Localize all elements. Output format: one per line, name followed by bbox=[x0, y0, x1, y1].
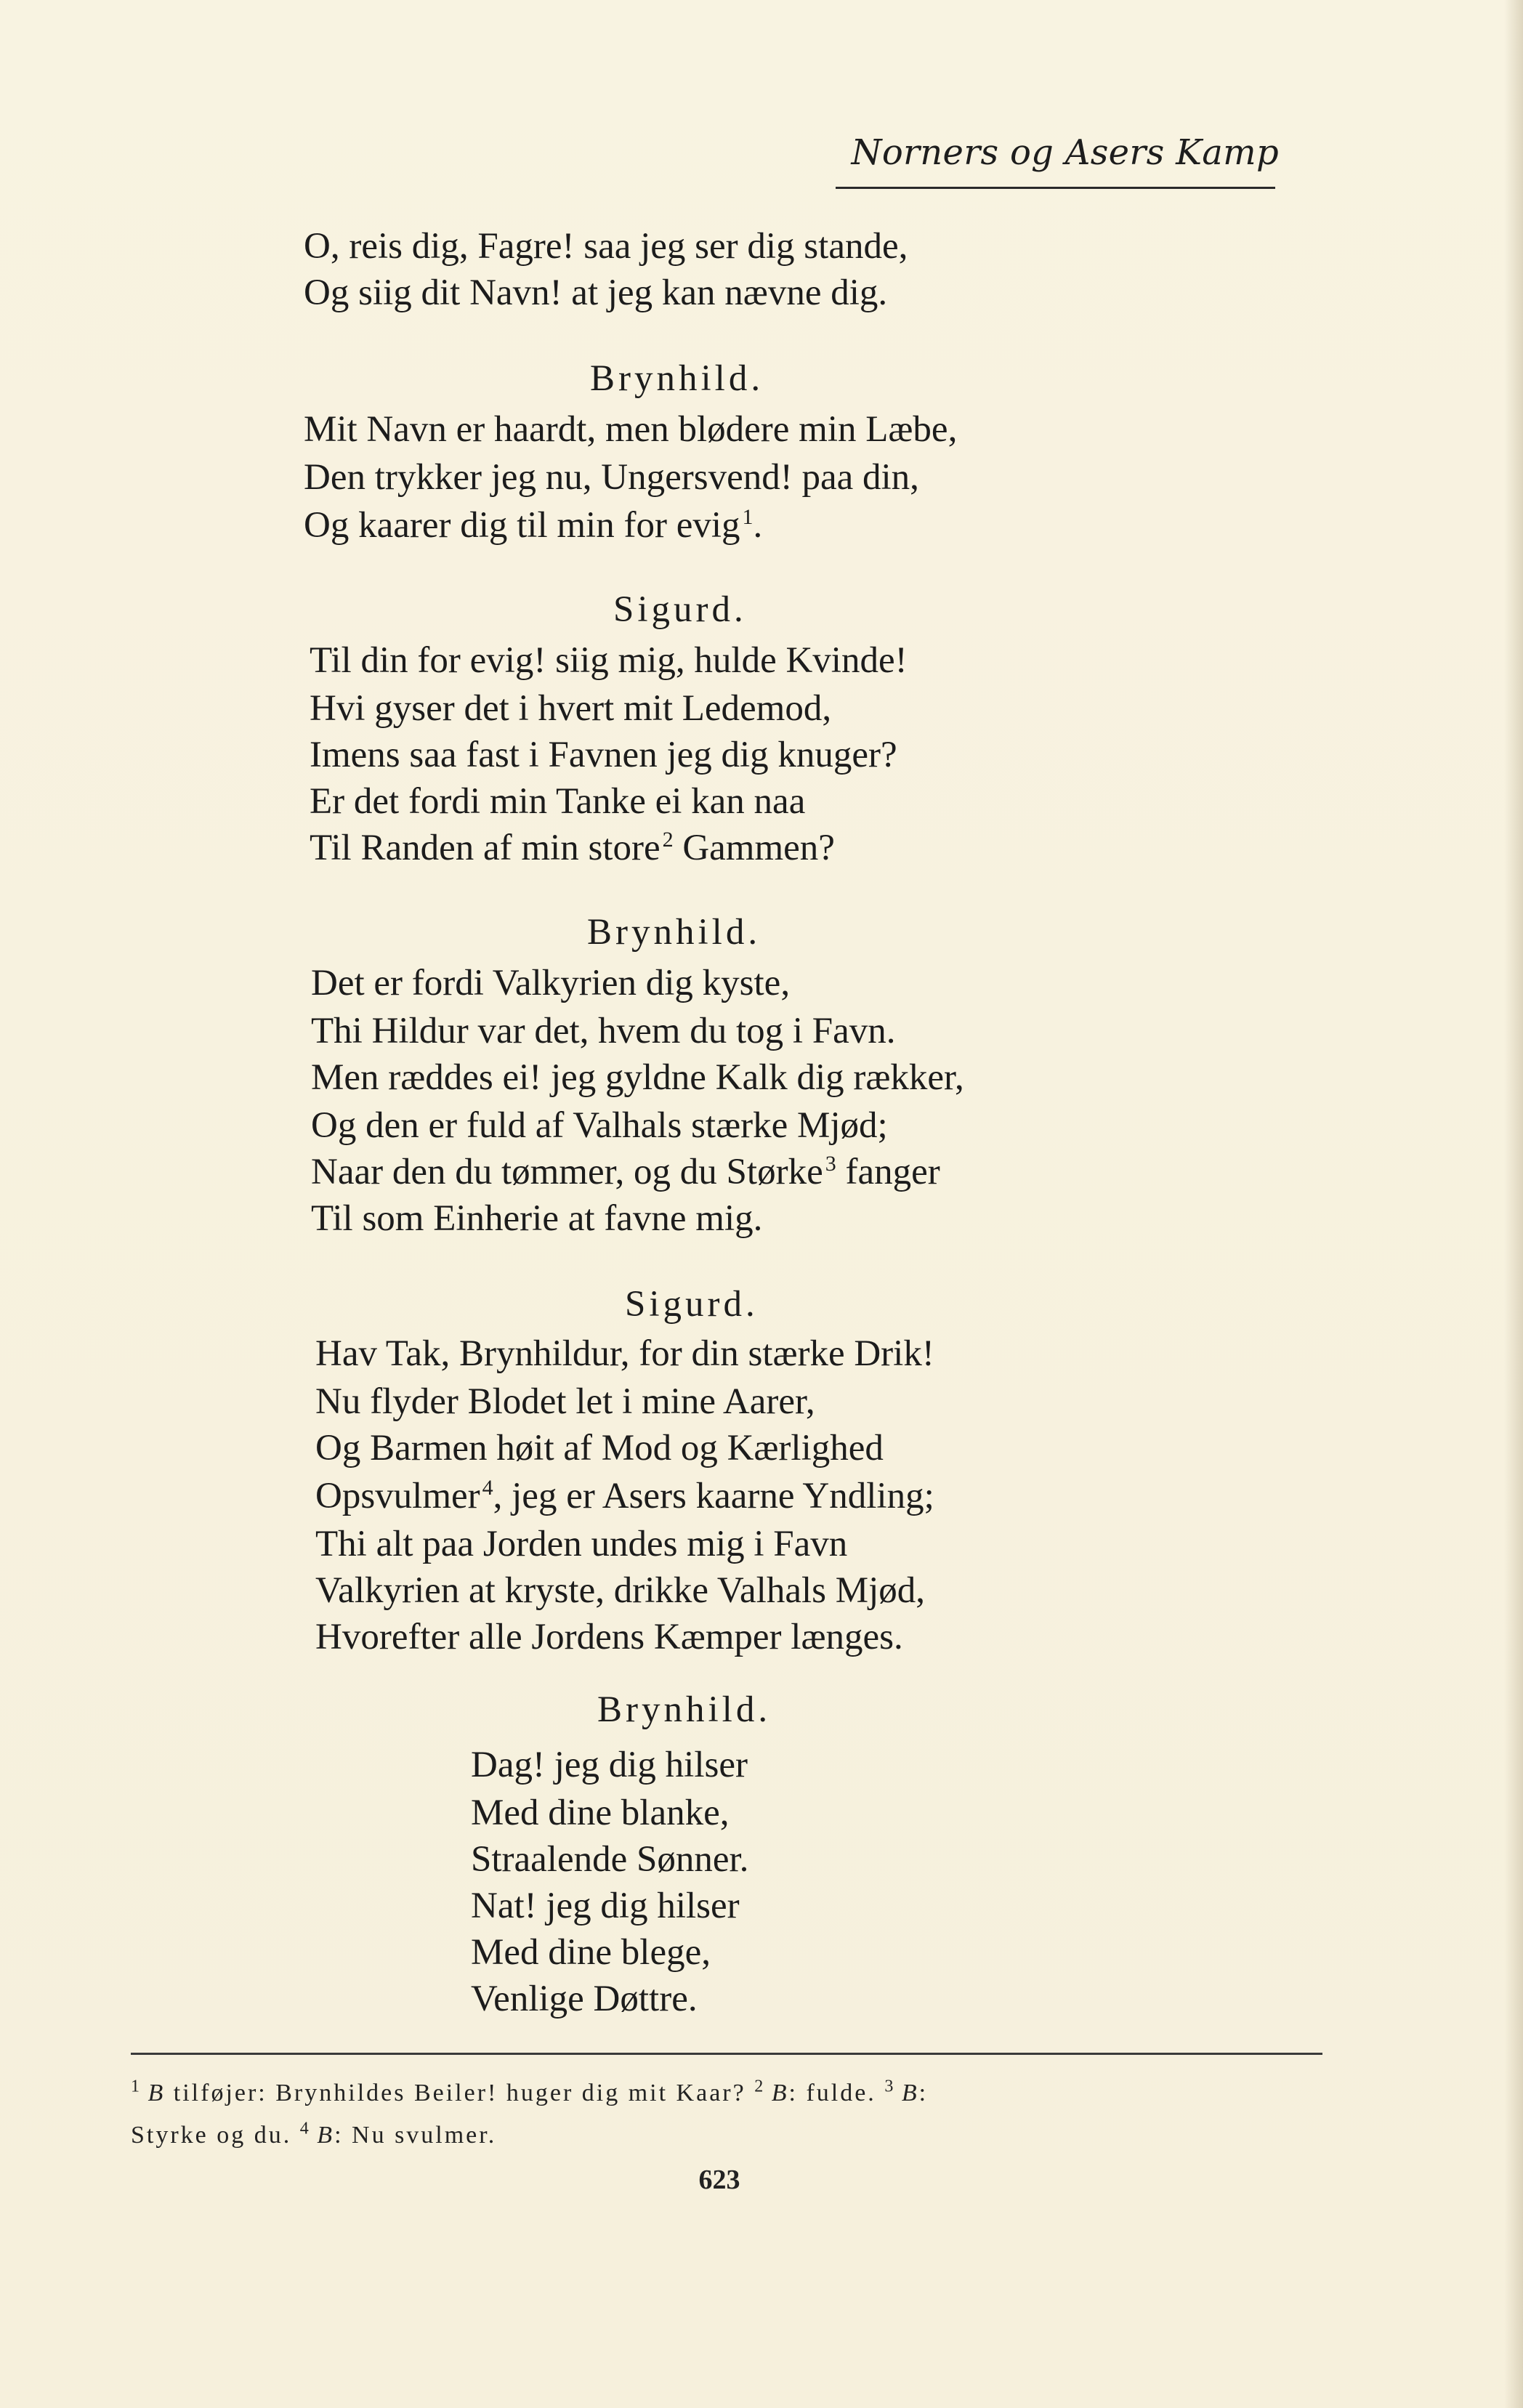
footnote-number: 3 bbox=[884, 2077, 894, 2096]
footnote-line: $^1$ B tilføjer: Brynhildes Beiler! huger dig mit Kaar? $^2$ B: fulde. $^3$ B: bbox=[131, 2077, 929, 2106]
verse-line: O, reis dig, Fagre! saa jeg ser dig stande, bbox=[304, 226, 908, 267]
footnote-rule bbox=[131, 2053, 1322, 2055]
verse-line: Nu flyder Blodet let i mine Aarer, bbox=[315, 1381, 815, 1422]
footnote-number: 4 bbox=[299, 2119, 309, 2138]
footnote-marker: 4 bbox=[482, 1476, 493, 1500]
running-head-rule bbox=[836, 187, 1275, 189]
source-siglum: B bbox=[317, 2122, 335, 2149]
page-edge-shadow bbox=[1504, 0, 1523, 2408]
verse-line: Den trykker jeg nu, Ungersvend! paa din, bbox=[304, 457, 919, 498]
verse-line: Med dine blanke, bbox=[471, 1793, 730, 1833]
verse-line: Imens saa fast i Favnen jeg dig knuger? bbox=[310, 735, 897, 775]
page-number: 623 bbox=[698, 2165, 740, 2195]
verse-line: Hav Tak, Brynhildur, for din stærke Drik! bbox=[315, 1333, 934, 1374]
verse-line: Og siig dit Navn! at jeg kan nævne dig. bbox=[304, 272, 888, 313]
footnote-line: Styrke og du. $^4$ B: Nu svulmer. bbox=[131, 2119, 497, 2149]
speaker-heading: Sigurd. bbox=[625, 1284, 759, 1325]
verse-line: Dag! jeg dig hilser bbox=[471, 1745, 748, 1785]
speaker-heading: Brynhild. bbox=[590, 358, 764, 399]
verse-line: Naar den du tømmer, og du Størke $^3$ fanger bbox=[311, 1152, 940, 1192]
verse-line: Venlige Døttre. bbox=[471, 1979, 698, 2019]
verse-line: Det er fordi Valkyrien dig kyste, bbox=[311, 963, 791, 1003]
verse-line: Opsvulmer $^4$, jeg er Asers kaarne Yndling; bbox=[315, 1476, 934, 1516]
verse-line: Hvi gyser det i hvert mit Ledemod, bbox=[310, 688, 832, 729]
verse-line: Men ræddes ei! jeg gyldne Kalk dig rækker, bbox=[311, 1057, 964, 1098]
verse-line: Thi alt paa Jorden undes mig i Favn bbox=[315, 1524, 848, 1564]
source-siglum: B bbox=[771, 2080, 789, 2106]
verse-line: Med dine blege, bbox=[471, 1932, 711, 1973]
footnote-marker: 2 bbox=[662, 828, 674, 852]
speaker-heading: Brynhild. bbox=[587, 912, 762, 953]
verse-line: Straalende Sønner. bbox=[471, 1839, 749, 1880]
footnotes bbox=[131, 2072, 1337, 2157]
verse-line: Og den er fuld af Valhals stærke Mjød; bbox=[311, 1105, 888, 1146]
verse-line: Er det fordi min Tanke ei kan naa bbox=[310, 781, 806, 822]
footnote-marker: 1 bbox=[742, 505, 754, 529]
verse-line: Og kaarer dig til min for evig $^1$. bbox=[304, 505, 763, 546]
verse-line: Til din for evig! siig mig, hulde Kvinde! bbox=[310, 640, 908, 681]
verse-line: Hvorefter alle Jordens Kæmper længes. bbox=[315, 1617, 903, 1657]
footnote-number: 2 bbox=[754, 2077, 764, 2096]
source-siglum: B bbox=[148, 2080, 166, 2106]
verse-line: Til som Einherie at favne mig. bbox=[311, 1198, 763, 1239]
speaker-heading: Sigurd. bbox=[613, 589, 747, 630]
speaker-heading: Brynhild. bbox=[597, 1689, 772, 1730]
verse-line: Mit Navn er haardt, men blødere min Læbe, bbox=[304, 409, 958, 450]
source-siglum: B bbox=[901, 2080, 919, 2106]
verse-line: Nat! jeg dig hilser bbox=[471, 1886, 740, 1926]
verse-line: Og Barmen høit af Mod og Kærlighed bbox=[315, 1428, 884, 1468]
verse-line: Thi Hildur var det, hvem du tog i Favn. bbox=[311, 1011, 896, 1051]
footnote-number: 1 bbox=[131, 2077, 140, 2096]
verse-line: Valkyrien at kryste, drikke Valhals Mjød, bbox=[315, 1570, 925, 1611]
verse-line: Til Randen af min store $^2$ Gammen? bbox=[310, 828, 835, 868]
footnote-marker: 3 bbox=[825, 1152, 836, 1176]
running-head: Norners og Asers Kamp bbox=[851, 132, 1279, 173]
